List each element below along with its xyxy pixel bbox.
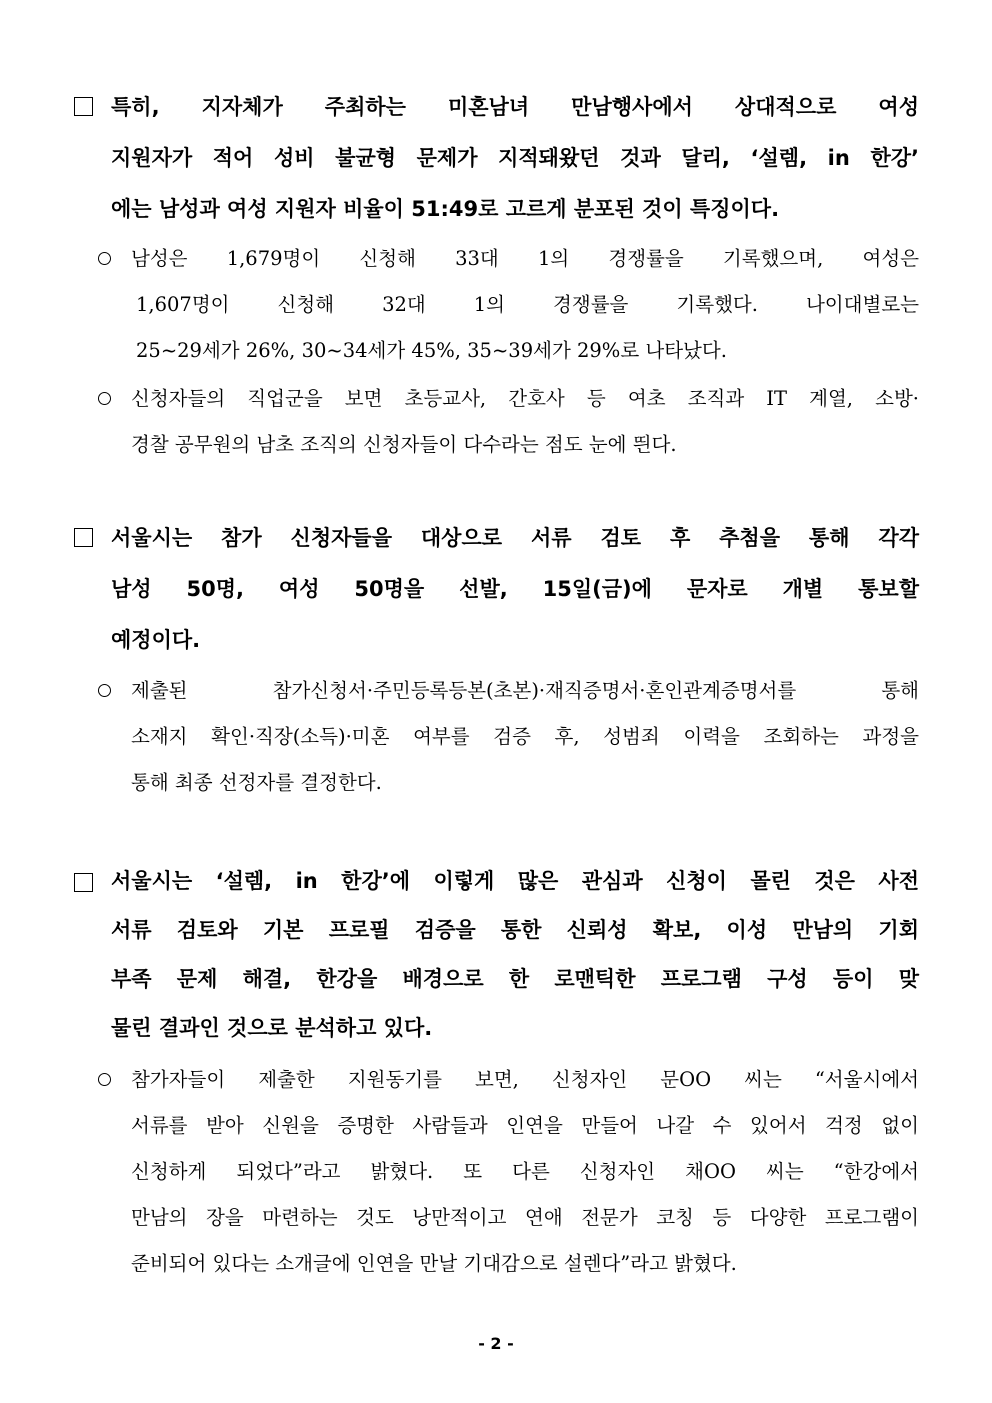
square-bullet-icon	[74, 873, 93, 892]
section-3-sub-1-line-5: 준비되어 있다는 소개글에 인연을 만날 기대감으로 설렌다”라고 밝혔다.	[131, 1252, 737, 1275]
section-1-line-3: 에는 남성과 여성 지원자 비율이 51:49로 고르게 분포된 것이 특징이다.	[111, 197, 780, 221]
page-number: - 2 -	[478, 1334, 514, 1353]
section-3-sub-1-line-3: 신청하게 되었다”라고 밝혔다. 또 다른 신청자인 채OO 씨는 “한강에서	[131, 1160, 919, 1183]
square-bullet-icon	[74, 528, 93, 547]
section-1-sub-1-line-2: 1,607명이 신청해 32대 1의 경쟁률을 기록했다. 나이대별로는	[136, 293, 919, 316]
circle-bullet-icon	[98, 684, 111, 697]
circle-bullet-icon	[98, 1073, 111, 1086]
section-1-line-2: 지원자가 적어 성비 불균형 문제가 지적돼왔던 것과 달리, ‘설렘, in 한강’	[111, 146, 919, 170]
section-3-line-2: 서류 검토와 기본 프로필 검증을 통한 신뢰성 확보, 이성 만남의 기회	[111, 918, 919, 942]
section-2-sub-1-line-2: 소재지 확인·직장(소득)·미혼 여부를 검증 후, 성범죄 이력을 조회하는 과정을	[131, 725, 919, 748]
section-2-sub-1-line-1: 제출된 참가신청서·주민등록등본(초본)·재직증명서·혼인관계증명서를 통해	[131, 679, 919, 702]
section-1-sub-2-line-1: 신청자들의 직업군을 보면 초등교사, 간호사 등 여초 조직과 IT 계열, 소방·	[131, 387, 919, 410]
section-3-line-4: 물린 결과인 것으로 분석하고 있다.	[111, 1016, 433, 1040]
section-3-line-3: 부족 문제 해결, 한강을 배경으로 한 로맨틱한 프로그램 구성 등이 맞	[111, 967, 919, 991]
circle-bullet-icon	[98, 392, 111, 405]
section-2-line-2: 남성 50명, 여성 50명을 선발, 15일(금)에 문자로 개별 통보할	[111, 577, 919, 601]
section-2-sub-1-line-3: 통해 최종 선정자를 결정한다.	[131, 771, 382, 794]
section-3-sub-1-line-1: 참가자들이 제출한 지원동기를 보면, 신청자인 문OO 씨는 “서울시에서	[131, 1068, 919, 1091]
section-2-line-1: 서울시는 참가 신청자들을 대상으로 서류 검토 후 추첨을 통해 각각	[111, 526, 919, 550]
section-3-sub-1-line-2: 서류를 받아 신원을 증명한 사람들과 인연을 만들어 나갈 수 있어서 걱정 없이	[131, 1114, 919, 1137]
section-1-sub-1-line-3: 25~29세가 26%, 30~34세가 45%, 35~39세가 29%로 나타났다.	[136, 339, 727, 362]
section-1-line-1: 특히, 지자체가 주최하는 미혼남녀 만남행사에서 상대적으로 여성	[111, 95, 919, 119]
section-1-sub-2-line-2: 경찰 공무원의 남초 조직의 신청자들이 다수라는 점도 눈에 띈다.	[131, 433, 677, 456]
square-bullet-icon	[74, 97, 93, 116]
section-1-sub-1-line-1: 남성은 1,679명이 신청해 33대 1의 경쟁률을 기록했으며, 여성은	[131, 247, 919, 270]
section-3-sub-1-line-4: 만남의 장을 마련하는 것도 낭만적이고 연애 전문가 코칭 등 다양한 프로그램이	[131, 1206, 919, 1229]
section-2-line-3: 예정이다.	[111, 628, 201, 652]
circle-bullet-icon	[98, 252, 111, 265]
section-3-line-1: 서울시는 ‘설렘, in 한강’에 이렇게 많은 관심과 신청이 몰린 것은 사전	[111, 869, 919, 893]
